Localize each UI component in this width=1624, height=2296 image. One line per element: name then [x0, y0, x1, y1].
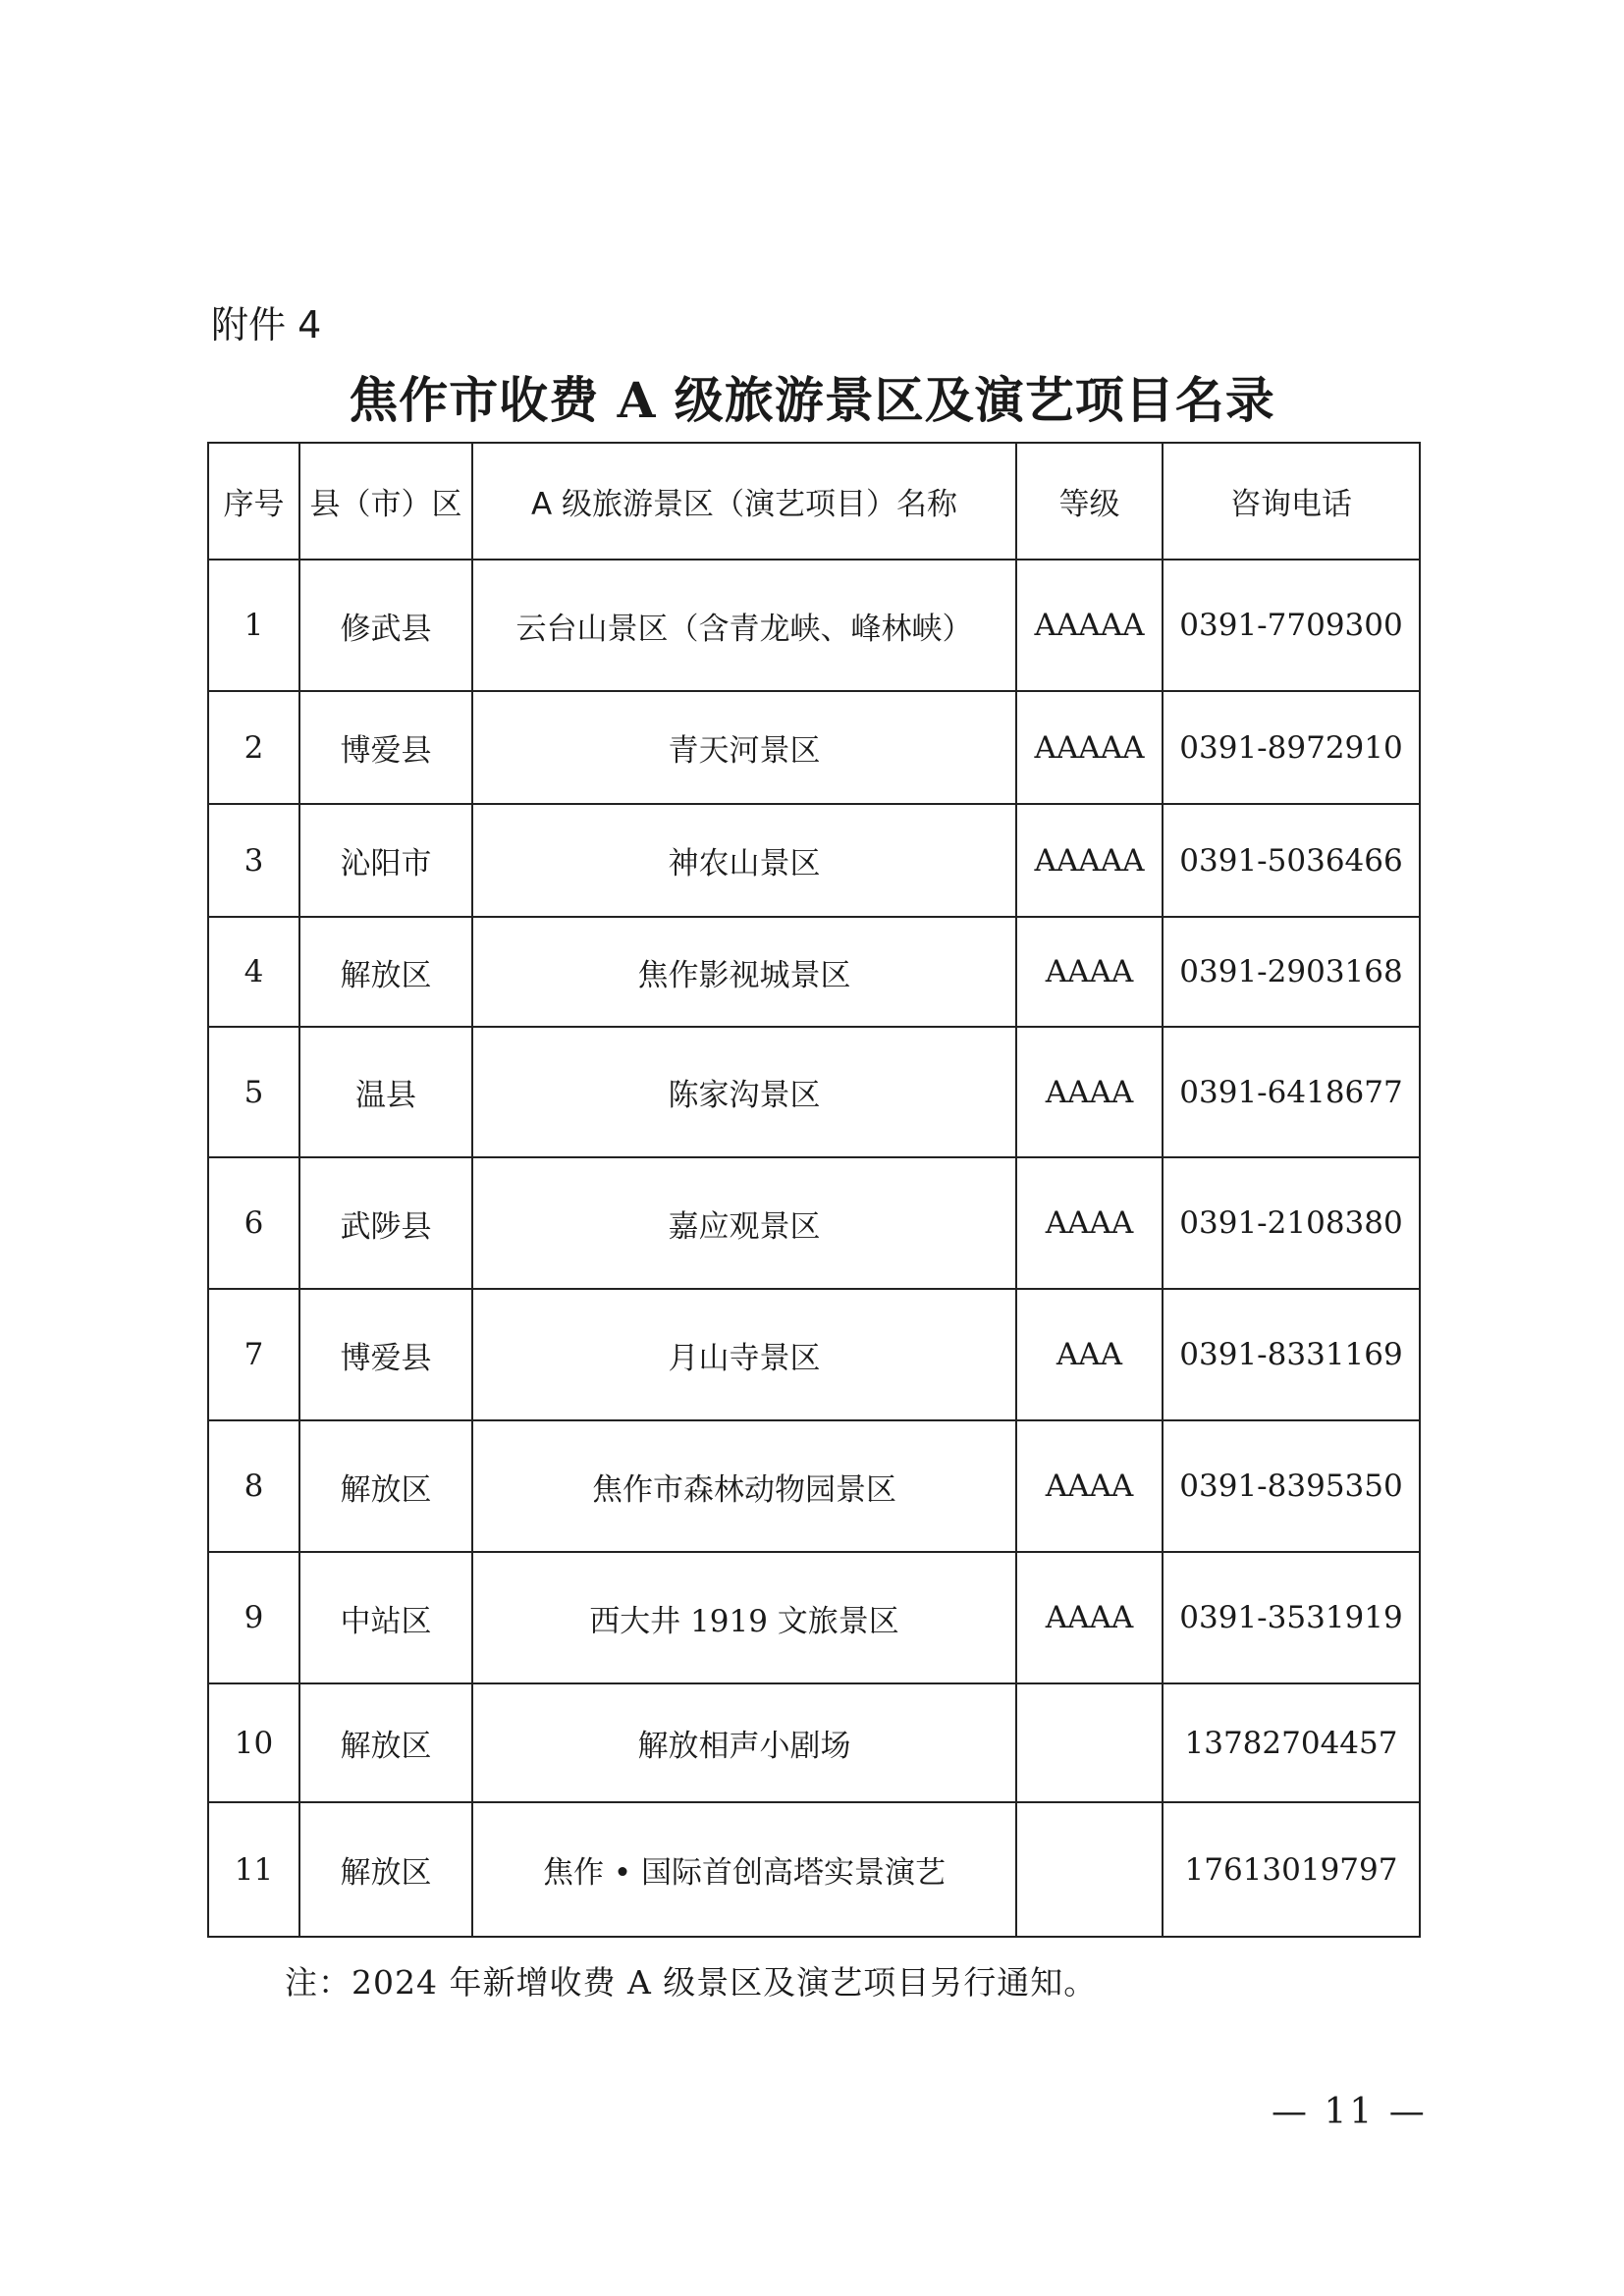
cell-phone: 0391-8331169: [1163, 1289, 1420, 1420]
cell-serial: 5: [208, 1027, 299, 1157]
footnote: 注：2024 年新增收费 A 级景区及演艺项目另行通知。: [285, 1963, 1098, 2002]
cell-phone: 0391-8395350: [1163, 1420, 1420, 1552]
header-name: A 级旅游景区（演艺项目）名称: [472, 443, 1016, 560]
document-title: 焦作市收费 A 级旅游景区及演艺项目名录: [349, 371, 1275, 429]
table-row: [208, 1289, 1420, 1420]
cell-grade: [1016, 1802, 1163, 1937]
cell-grade: AAAAA: [1016, 804, 1163, 917]
cell-phone: 0391-7709300: [1163, 560, 1420, 691]
cell-county: 解放区: [299, 1683, 472, 1802]
cell-name: 焦作 • 国际首创高塔实景演艺: [472, 1802, 1016, 1937]
cell-grade: AAAA: [1016, 1027, 1163, 1157]
cell-phone: 17613019797: [1163, 1802, 1420, 1937]
cell-name: 西大井 1919 文旅景区: [472, 1552, 1016, 1683]
cell-name: 解放相声小剧场: [472, 1683, 1016, 1802]
cell-name: 陈家沟景区: [472, 1027, 1016, 1157]
table-header-row: [208, 443, 1420, 560]
cell-county: 修武县: [299, 560, 472, 691]
cell-serial: 4: [208, 917, 299, 1027]
table-row: [208, 1027, 1420, 1157]
cell-name: 青天河景区: [472, 691, 1016, 804]
table-row: [208, 1157, 1420, 1289]
header-county: 县（市）区: [299, 443, 472, 560]
cell-grade: AAAA: [1016, 1157, 1163, 1289]
cell-serial: 1: [208, 560, 299, 691]
cell-county: 温县: [299, 1027, 472, 1157]
cell-name: 焦作影视城景区: [472, 917, 1016, 1027]
cell-serial: 10: [208, 1683, 299, 1802]
cell-grade: AAAAA: [1016, 560, 1163, 691]
cell-phone: 0391-5036466: [1163, 804, 1420, 917]
header-grade: 等级: [1016, 443, 1163, 560]
cell-name: 云台山景区（含青龙峡、峰林峡）: [472, 560, 1016, 691]
cell-phone: 0391-6418677: [1163, 1027, 1420, 1157]
cell-county: 武陟县: [299, 1157, 472, 1289]
cell-grade: AAA: [1016, 1289, 1163, 1420]
cell-name: 月山寺景区: [472, 1289, 1016, 1420]
cell-grade: AAAAA: [1016, 691, 1163, 804]
table-row: [208, 1802, 1420, 1937]
cell-name: 焦作市森林动物园景区: [472, 1420, 1016, 1552]
page-number: — 11 —: [1272, 2092, 1428, 2132]
cell-grade: AAAA: [1016, 1420, 1163, 1552]
header-phone: 咨询电话: [1163, 443, 1420, 560]
cell-name: 神农山景区: [472, 804, 1016, 917]
cell-name: 嘉应观景区: [472, 1157, 1016, 1289]
cell-phone: 0391-8972910: [1163, 691, 1420, 804]
table-row: [208, 560, 1420, 691]
cell-serial: 8: [208, 1420, 299, 1552]
cell-serial: 3: [208, 804, 299, 917]
cell-serial: 11: [208, 1802, 299, 1937]
cell-county: 解放区: [299, 1420, 472, 1552]
cell-county: 解放区: [299, 1802, 472, 1937]
table-row: [208, 691, 1420, 804]
table-row: [208, 804, 1420, 917]
scenic-area-table: [207, 442, 1421, 1938]
cell-serial: 9: [208, 1552, 299, 1683]
cell-grade: AAAA: [1016, 1552, 1163, 1683]
table-row: [208, 1420, 1420, 1552]
cell-county: 博爱县: [299, 1289, 472, 1420]
cell-county: 沁阳市: [299, 804, 472, 917]
cell-county: 博爱县: [299, 691, 472, 804]
cell-serial: 6: [208, 1157, 299, 1289]
table-row: [208, 917, 1420, 1027]
cell-grade: AAAA: [1016, 917, 1163, 1027]
cell-serial: 2: [208, 691, 299, 804]
cell-county: 中站区: [299, 1552, 472, 1683]
cell-phone: 13782704457: [1163, 1683, 1420, 1802]
cell-grade: [1016, 1683, 1163, 1802]
header-serial: 序号: [208, 443, 299, 560]
cell-county: 解放区: [299, 917, 472, 1027]
table-row: [208, 1683, 1420, 1802]
cell-phone: 0391-2903168: [1163, 917, 1420, 1027]
cell-phone: 0391-2108380: [1163, 1157, 1420, 1289]
cell-phone: 0391-3531919: [1163, 1552, 1420, 1683]
attachment-label: 附件 4: [211, 303, 322, 347]
table-row: [208, 1552, 1420, 1683]
cell-serial: 7: [208, 1289, 299, 1420]
